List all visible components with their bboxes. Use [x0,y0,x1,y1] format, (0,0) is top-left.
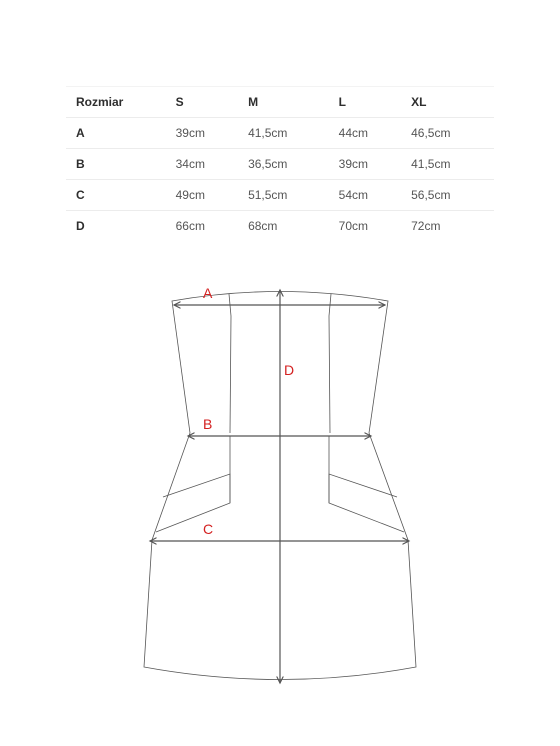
right-pocket [329,474,404,532]
garment-measurement-diagram [0,270,560,700]
table-cell: 39cm [329,149,401,180]
measure-label-b: B [203,416,213,432]
left-panel-seam [229,294,231,433]
table-header-row [66,87,494,118]
table-row [66,211,494,242]
table-cell: 46,5cm [401,118,494,149]
table-cell: 68cm [238,211,329,242]
table-cell: 41,5cm [401,149,494,180]
row-label: D [66,211,166,242]
measure-label-c: C [203,521,214,537]
measure-label-d: D [284,362,295,378]
row-label: C [66,180,166,211]
row-label: B [66,149,166,180]
right-panel-seam [329,294,331,433]
header-size-l: L [329,87,401,118]
left-pocket [156,474,230,532]
table-cell: 70cm [329,211,401,242]
table-cell: 72cm [401,211,494,242]
header-size-xl: XL [401,87,494,118]
table-row [66,149,494,180]
table-cell: 51,5cm [238,180,329,211]
header-size-label: Rozmiar [66,87,166,118]
table-cell: 34cm [166,149,238,180]
table-cell: 56,5cm [401,180,494,211]
table-row [66,180,494,211]
header-size-s: S [166,87,238,118]
measure-label-a: A [203,285,213,301]
header-size-m: M [238,87,329,118]
table-cell: 66cm [166,211,238,242]
table-cell: 49cm [166,180,238,211]
table-cell: 54cm [329,180,401,211]
table-cell: 41,5cm [238,118,329,149]
table-cell: 44cm [329,118,401,149]
table-cell: 39cm [166,118,238,149]
table-row [66,118,494,149]
size-table [66,86,494,241]
row-label: A [66,118,166,149]
table-cell: 36,5cm [238,149,329,180]
